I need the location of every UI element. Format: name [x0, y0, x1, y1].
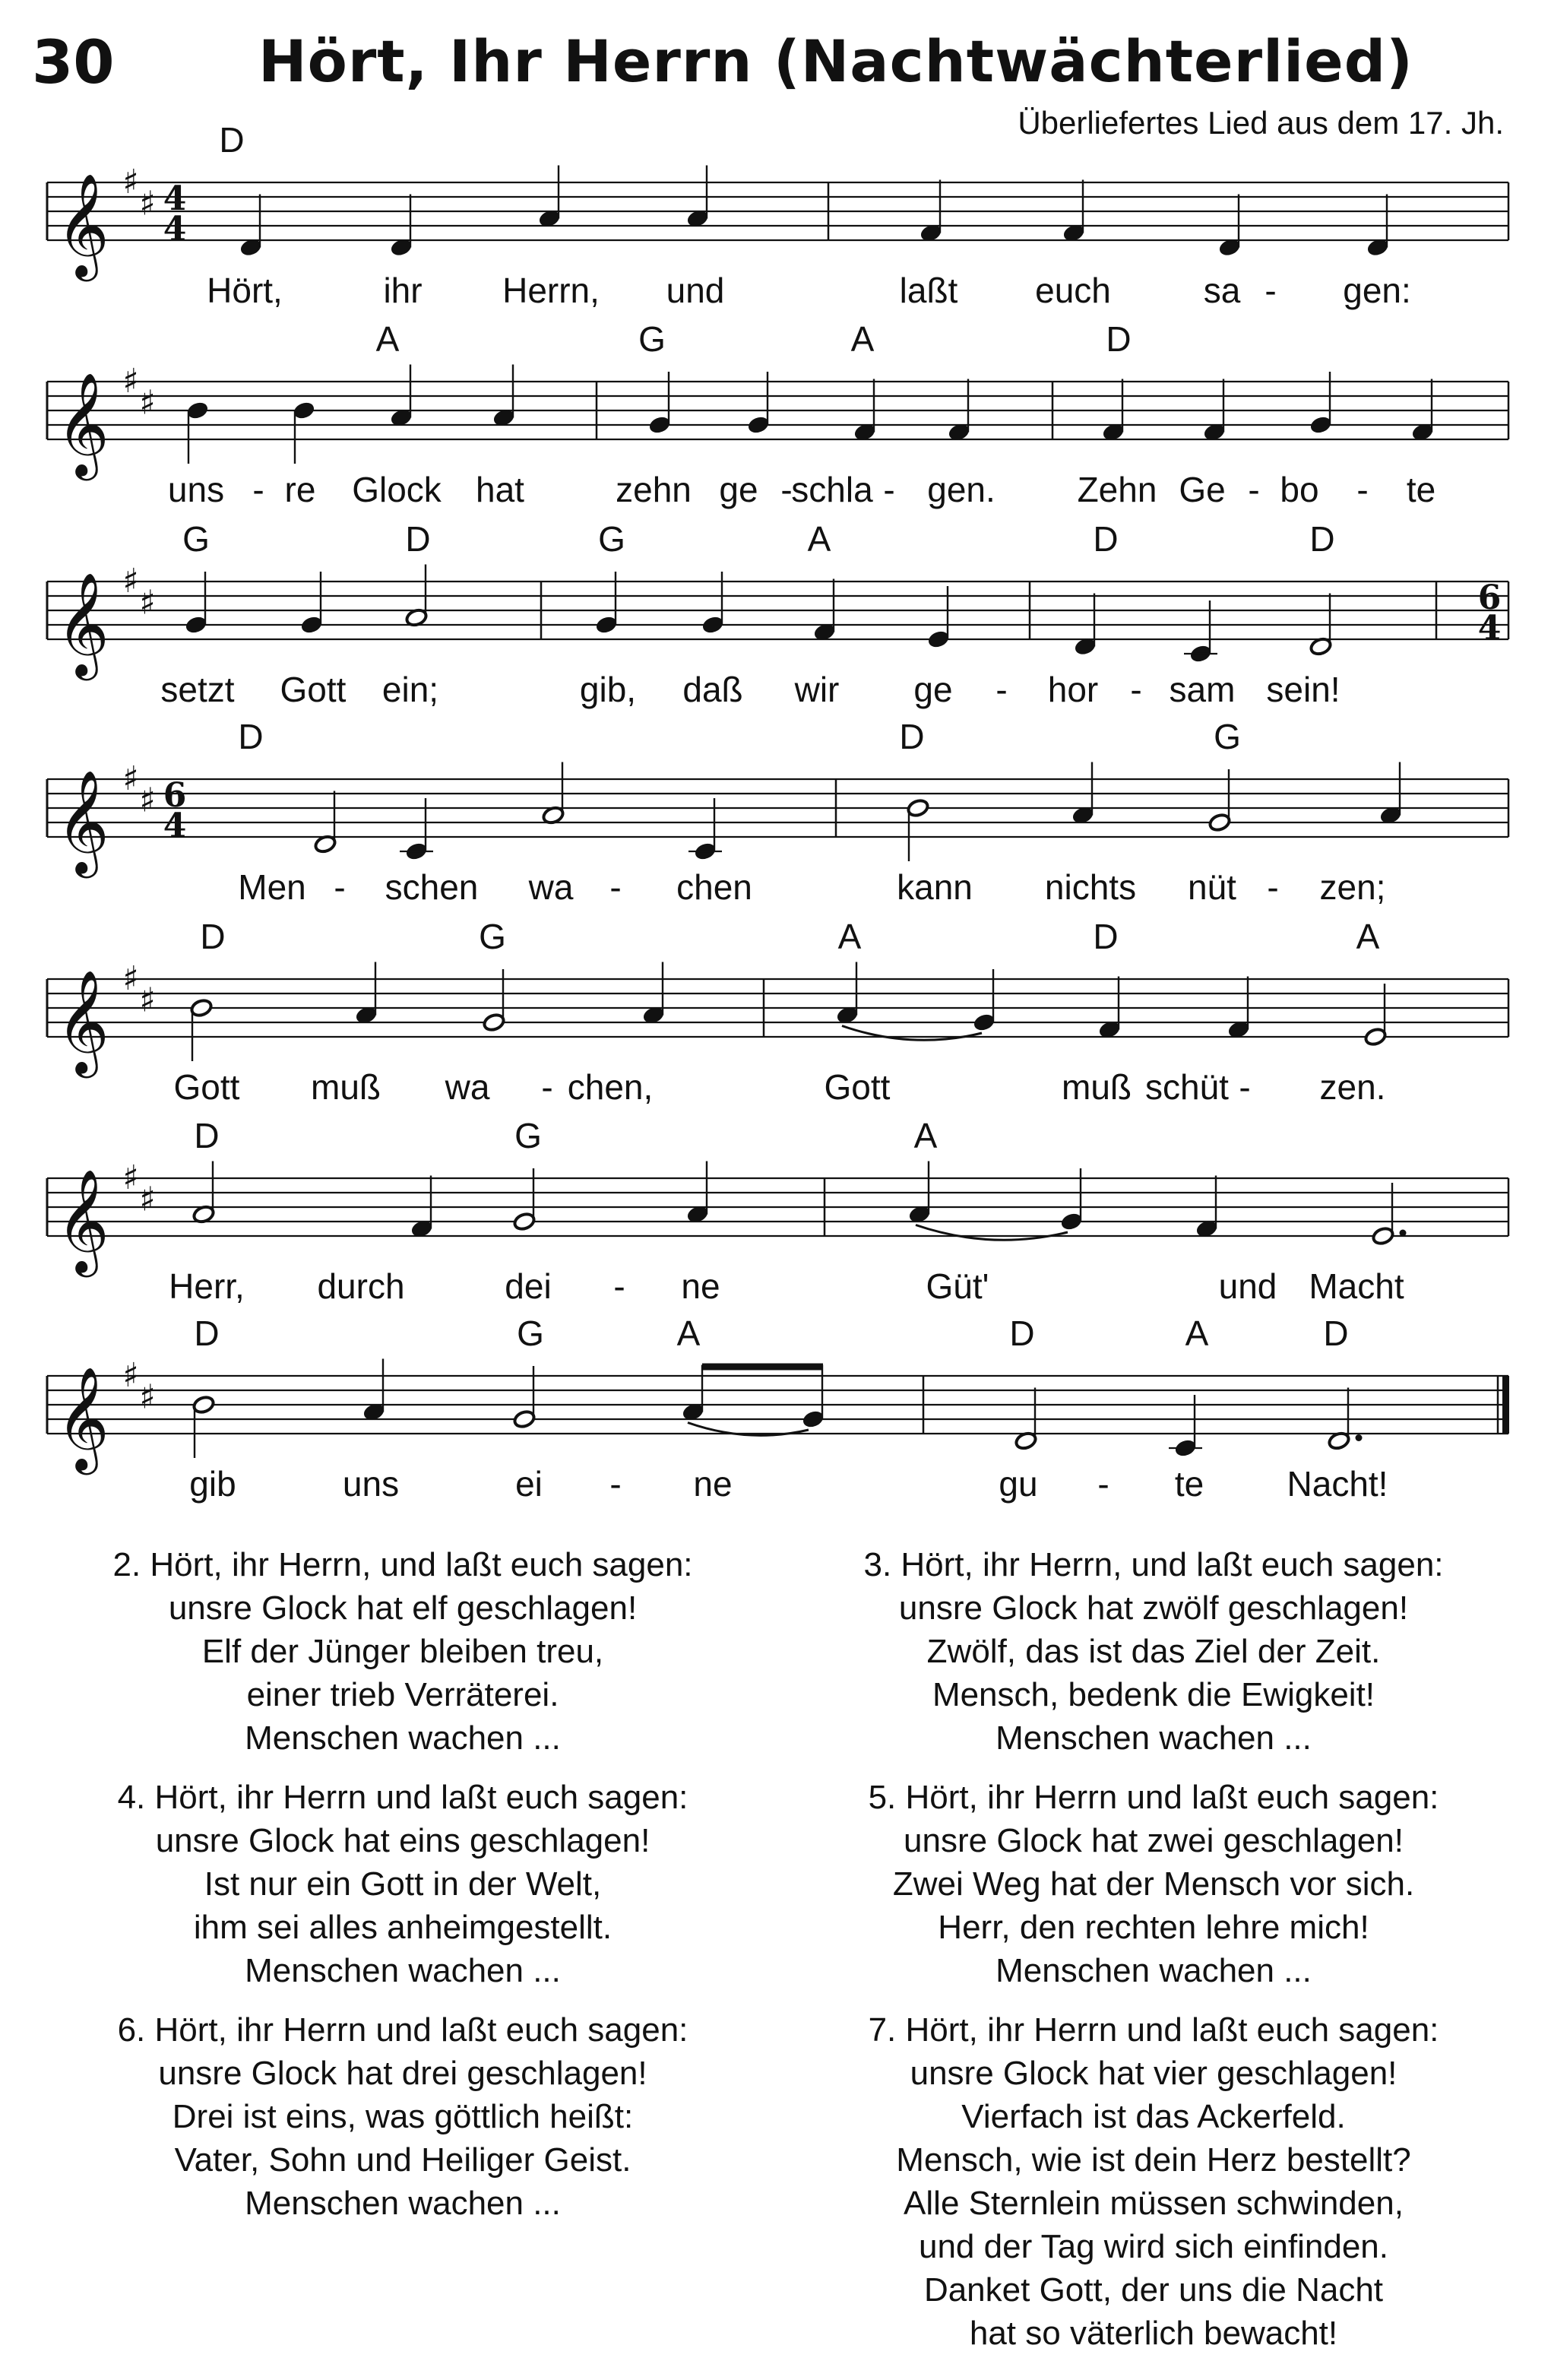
chord-symbol: D	[194, 1314, 220, 1353]
lyric-syllable: -	[541, 1067, 553, 1107]
note-head	[701, 615, 725, 635]
chord-symbol: D	[1093, 917, 1119, 956]
lyric-syllable: gib,	[579, 670, 637, 709]
lyric-syllable: -	[883, 470, 895, 509]
verse-line: Vater, Sohn und Heiliger Geist.	[174, 2141, 631, 2179]
time-signature-top: 4	[163, 179, 187, 218]
treble-clef-icon: 𝄞	[56, 1365, 109, 1470]
verse-line: Herr, den rechten lehre mich!	[938, 1909, 1369, 1946]
verse-line: Elf der Jünger bleiben treu,	[201, 1633, 604, 1670]
note-dot	[1356, 1434, 1363, 1441]
verse-line: Drei ist eins, was göttlich heißt:	[172, 2098, 634, 2135]
lyric-syllable: muß	[311, 1067, 381, 1107]
sharp-icon: ♯	[122, 959, 139, 998]
note-head	[192, 1395, 216, 1415]
chord-symbol: G	[638, 319, 666, 359]
lyric-syllable: -	[1097, 1464, 1109, 1504]
chord-symbol: G	[598, 519, 625, 559]
note-dot	[1400, 1230, 1407, 1237]
lyric-syllable: Macht	[1309, 1266, 1404, 1306]
note-beam	[702, 1364, 823, 1371]
time-signature-top: 6	[1477, 578, 1502, 617]
chord-symbol: A	[913, 1116, 938, 1155]
lyric-syllable: -	[609, 867, 622, 907]
time-signature-bottom: 4	[163, 210, 187, 249]
lyric-syllable: und	[1218, 1266, 1277, 1306]
sharp-icon: ♯	[122, 362, 139, 401]
lyric-syllable: daß	[682, 670, 743, 709]
note-head	[747, 415, 771, 435]
verse-line: Mensch, wie ist dein Herz bestellt?	[896, 2141, 1411, 2179]
lyric-syllable: -	[252, 470, 264, 509]
verse-line: Menschen wachen ...	[245, 1952, 561, 1989]
lyric-syllable: re	[284, 470, 316, 509]
verse-line: hat so väterlich bewacht!	[969, 2315, 1338, 2352]
lyric-syllable: -	[613, 1266, 625, 1306]
verse-line: Zwölf, das ist das Ziel der Zeit.	[926, 1633, 1381, 1670]
note-head	[1208, 813, 1232, 832]
chord-symbol: D	[1093, 519, 1119, 559]
lyric-syllable: muß	[1062, 1067, 1132, 1107]
verse-line: unsre Glock hat zwei geschlagen!	[904, 1822, 1404, 1859]
lyric-syllable: -	[1267, 867, 1279, 907]
verse-line: Vierfach ist das Ackerfeld.	[961, 2098, 1346, 2135]
lyric-syllable: te	[1174, 1464, 1204, 1504]
note-head	[300, 615, 324, 635]
lyric-syllable: Ge	[1179, 470, 1226, 509]
lyric-syllable: ge	[719, 470, 758, 509]
sharp-icon: ♯	[122, 1356, 139, 1395]
verse-line: einer trieb Verräterei.	[246, 1676, 559, 1713]
lyric-syllable: te	[1406, 470, 1436, 509]
lyric-syllable: schen	[385, 867, 479, 907]
lyric-syllable: Gott	[824, 1067, 891, 1107]
lyric-syllable: gib	[189, 1464, 236, 1504]
verse-line: Menschen wachen ...	[245, 2185, 561, 2222]
lyric-syllable: bo	[1280, 470, 1319, 509]
lyric-syllable: zen.	[1319, 1067, 1386, 1107]
note-head	[293, 401, 316, 420]
chord-symbol: D	[1323, 1314, 1349, 1353]
sharp-icon: ♯	[122, 562, 139, 601]
verse-7	[774, 2008, 1534, 2355]
chord-symbol: G	[1214, 717, 1241, 756]
sharp-icon: ♯	[122, 759, 139, 798]
lyric-syllable: wa	[528, 867, 574, 907]
verse-line: und der Tag wird sich einfinden.	[918, 2228, 1389, 2265]
lyric-syllable: gu	[999, 1464, 1038, 1504]
lyric-syllable: gen.	[927, 470, 995, 509]
lyric-syllable: wir	[794, 670, 840, 709]
treble-clef-icon: 𝄞	[56, 1168, 109, 1272]
lyric-syllable: laßt	[899, 271, 958, 310]
verse-line: Mensch, bedenk die Ewigkeit!	[932, 1676, 1375, 1713]
lyric-syllable: -	[1239, 1067, 1251, 1107]
lyric-syllable: zehn	[616, 470, 692, 509]
verse-line: Menschen wachen ...	[995, 1719, 1312, 1757]
sharp-icon: ♯	[122, 163, 139, 201]
lyric-syllable: Glock	[352, 470, 442, 509]
chord-symbol: G	[479, 917, 506, 956]
chord-symbol: D	[238, 717, 264, 756]
note-head	[907, 798, 930, 818]
page-number: 30	[32, 29, 115, 97]
note-head	[190, 998, 214, 1018]
lyric-syllable: setzt	[160, 670, 235, 709]
verse-3	[774, 1543, 1534, 1760]
lyric-syllable: nichts	[1044, 867, 1137, 907]
verse-line: unsre Glock hat zwölf geschlagen!	[898, 1589, 1409, 1627]
treble-clef-icon: 𝄞	[56, 769, 109, 873]
chord-symbol: A	[850, 319, 875, 359]
verse-line: Zwei Weg hat der Mensch vor sich.	[892, 1865, 1415, 1903]
lyric-syllable: -	[609, 1464, 622, 1504]
chord-symbol: G	[182, 519, 210, 559]
lyric-syllable: Gott	[173, 1067, 240, 1107]
chord-symbol: A	[676, 1314, 701, 1353]
chord-symbol: D	[219, 120, 245, 160]
origin-note: Überliefertes Lied aus dem 17. Jh.	[1018, 105, 1504, 141]
verse-line: 7. Hört, ihr Herrn und laßt euch sagen:	[868, 2011, 1439, 2049]
lyric-syllable: gen:	[1343, 271, 1411, 310]
sharp-icon: ♯	[139, 383, 156, 423]
lyric-syllable: -	[995, 670, 1008, 709]
lyric-syllable: -	[1130, 670, 1142, 709]
chord-symbol: G	[517, 1314, 544, 1353]
note-head	[648, 415, 672, 435]
verse-line: ihm sei alles anheimgestellt.	[193, 1909, 612, 1946]
chord-symbol: D	[200, 917, 226, 956]
lyric-syllable: uns	[167, 470, 225, 509]
lyric-syllable: sa	[1203, 271, 1241, 310]
verse-6	[23, 2008, 783, 2225]
lyric-syllable: chen,	[567, 1067, 654, 1107]
chord-symbol: D	[194, 1116, 220, 1155]
verse-line: Ist nur ein Gott in der Welt,	[204, 1865, 602, 1903]
final-barline-thick	[1502, 1376, 1509, 1434]
treble-clef-icon: 𝄞	[56, 371, 109, 476]
tie	[842, 1026, 982, 1041]
lyric-syllable: ge	[913, 670, 953, 709]
verse-line: 6. Hört, ihr Herrn und laßt euch sagen:	[117, 2011, 688, 2049]
lyric-syllable: durch	[317, 1266, 405, 1306]
lyric-syllable: sein!	[1266, 670, 1341, 709]
chord-symbol: A	[1356, 917, 1380, 956]
note-head	[1309, 415, 1333, 435]
verse-line: 2. Hört, ihr Herrn, und laßt euch sagen:	[112, 1546, 693, 1583]
lyric-syllable: ein;	[381, 670, 439, 709]
lyric-syllable: chen	[676, 867, 752, 907]
treble-clef-icon: 𝄞	[56, 968, 109, 1073]
lyric-syllable: Gott	[280, 670, 347, 709]
lyric-syllable: kann	[897, 867, 973, 907]
note-head	[802, 1409, 825, 1429]
chord-symbol: A	[837, 917, 862, 956]
verse-line: Alle Sternlein müssen schwinden,	[904, 2185, 1404, 2222]
verse-line: 3. Hört, ihr Herrn, und laßt euch sagen:	[863, 1546, 1444, 1583]
lyric-syllable: euch	[1035, 271, 1111, 310]
tie	[916, 1225, 1068, 1241]
lyric-syllable: Herr,	[169, 1266, 245, 1306]
lyric-syllable: Güt'	[926, 1266, 989, 1306]
note-head	[1364, 1027, 1388, 1047]
treble-clef-icon: 𝄞	[56, 571, 109, 676]
chord-symbol: D	[1309, 519, 1335, 559]
note-head	[185, 615, 208, 635]
note-head	[973, 1013, 996, 1032]
note-head	[1060, 1212, 1084, 1231]
lyric-syllable: sam	[1169, 670, 1236, 709]
lyric-syllable: nüt	[1188, 867, 1236, 907]
lyric-syllable: ne	[681, 1266, 720, 1306]
lyric-syllable: ne	[693, 1464, 733, 1504]
lyric-syllable: -	[1265, 271, 1277, 310]
note-head	[1372, 1226, 1395, 1246]
verse-line: unsre Glock hat elf geschlagen!	[168, 1589, 638, 1627]
chord-symbol: D	[1106, 319, 1132, 359]
verse-line: Danket Gott, der uns die Nacht	[923, 2271, 1384, 2309]
chord-symbol: D	[1009, 1314, 1035, 1353]
lyric-syllable: -	[780, 470, 793, 509]
lyric-syllable: und	[666, 271, 725, 310]
verse-line: 4. Hört, ihr Herrn und laßt euch sagen:	[117, 1779, 688, 1816]
lyric-syllable: schla	[791, 470, 873, 509]
verse-line: unsre Glock hat drei geschlagen!	[158, 2055, 647, 2092]
lyric-syllable: Herrn,	[502, 271, 600, 310]
verse-line: Menschen wachen ...	[995, 1952, 1312, 1989]
chord-symbol: G	[514, 1116, 542, 1155]
sharp-icon: ♯	[139, 781, 156, 820]
treble-clef-icon: 𝄞	[56, 172, 109, 277]
sharp-icon: ♯	[139, 981, 156, 1020]
verse-line: unsre Glock hat eins geschlagen!	[155, 1822, 650, 1859]
note-head	[595, 615, 619, 635]
chord-symbol: A	[807, 519, 831, 559]
verse-line: 5. Hört, ihr Herrn und laßt euch sagen:	[868, 1779, 1439, 1816]
sharp-icon: ♯	[139, 184, 156, 223]
note-head	[186, 401, 210, 420]
note-head	[483, 1013, 506, 1032]
verse-line: unsre Glock hat vier geschlagen!	[910, 2055, 1397, 2092]
lyric-syllable: -	[1248, 470, 1260, 509]
chord-symbol: A	[1185, 1314, 1209, 1353]
sharp-icon: ♯	[139, 1377, 156, 1417]
lyric-syllable: ihr	[383, 271, 423, 310]
lyric-syllable: Men	[238, 867, 306, 907]
chord-symbol: D	[405, 519, 431, 559]
lyric-syllable: hor	[1047, 670, 1099, 709]
lyric-syllable: ei	[515, 1464, 543, 1504]
verse-line: Menschen wachen ...	[245, 1719, 561, 1757]
sharp-icon: ♯	[122, 1158, 139, 1197]
time-signature-bottom: 4	[1477, 609, 1502, 648]
chord-symbol: D	[899, 717, 925, 756]
lyric-syllable: Hört,	[207, 271, 283, 310]
song-title: Hört, Ihr Herrn (Nachtwächterlied)	[258, 27, 1413, 95]
note-head	[513, 1409, 537, 1429]
lyric-syllable: zen;	[1319, 867, 1386, 907]
lyric-syllable: Nacht!	[1287, 1464, 1388, 1504]
lyric-syllable: -	[334, 867, 346, 907]
note-head	[513, 1212, 537, 1231]
lyric-syllable: hat	[476, 470, 524, 509]
chord-symbol: A	[375, 319, 400, 359]
verse-5	[774, 1776, 1534, 1992]
lyric-syllable: Zehn	[1077, 470, 1157, 509]
lyric-syllable: dei	[505, 1266, 552, 1306]
time-signature-bottom: 4	[163, 807, 187, 845]
lyric-syllable: -	[1356, 470, 1369, 509]
verse-4	[23, 1776, 783, 1992]
sharp-icon: ♯	[139, 583, 156, 623]
lyric-syllable: wa	[445, 1067, 490, 1107]
lyric-syllable: uns	[342, 1464, 400, 1504]
verse-2	[23, 1543, 783, 1760]
lyric-syllable: schüt	[1145, 1067, 1229, 1107]
sharp-icon: ♯	[139, 1180, 156, 1219]
time-signature-top: 6	[163, 776, 187, 815]
note-head	[927, 629, 951, 649]
